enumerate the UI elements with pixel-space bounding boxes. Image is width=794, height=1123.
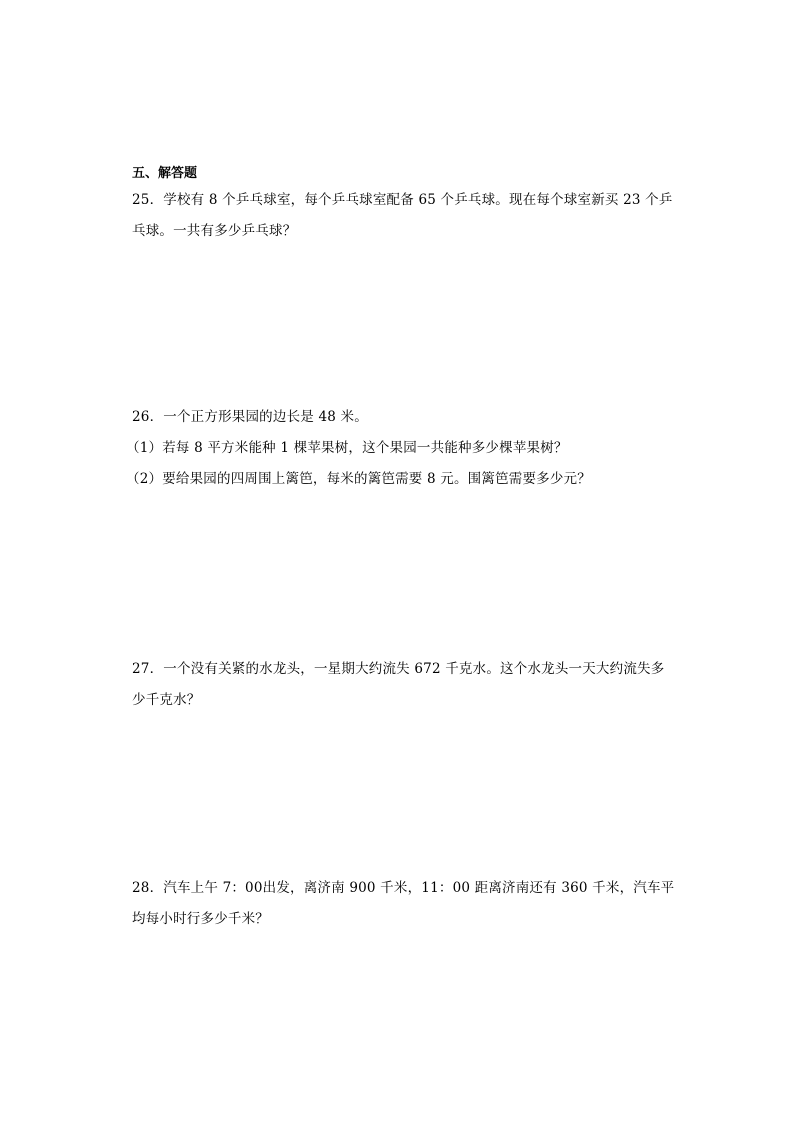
sub-question-2: （2）要给果园的四周围上篱笆，每米的篱笆需要 8 元。围篱笆需要多少元？ [126,471,591,487]
question-25 [132,190,672,241]
question-text-line: 25．学校有 8 个乒乓球室，每个乒乓球室配备 65 个乒乓球。现在每个球室新买 23 个乒 [132,192,673,208]
section-title: 五、解答题 [132,166,198,181]
sub-question-1: （1）若每 8 平方米能种 1 棵苹果树，这个果园一共能种多少棵苹果树？ [126,440,568,456]
question-28 [132,878,675,929]
question-text-line: 均每小时行多少千米？ [132,911,269,927]
question-text-line: 乓球。一共有多少乒乓球？ [132,223,297,239]
question-text-line: 26．一个正方形果园的边长是 48 米。 [132,409,368,425]
question-text-line: 28．汽车上午 7：00出发，离济南 900 千米，11：00 距离济南还有 360 千米，汽车平 [132,880,675,896]
question-text-line: 27．一个没有关紧的水龙头，一星期大约流失 672 千克水。这个水龙头一天大约流失多 [132,661,665,677]
question-27 [132,659,672,710]
question-26 [126,407,672,489]
question-text-line: 少千克水？ [132,692,201,708]
